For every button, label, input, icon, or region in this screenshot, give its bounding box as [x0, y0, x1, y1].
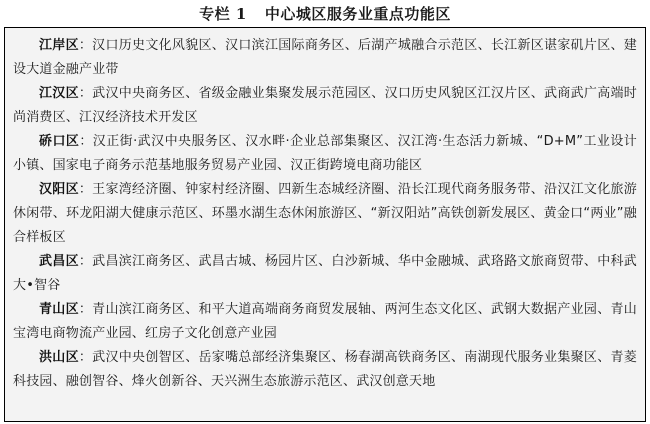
district-name: 武昌区	[39, 254, 79, 269]
separator: ：	[78, 38, 93, 53]
district-entry-jiangan	[13, 34, 637, 82]
separator: ：	[78, 302, 93, 317]
district-content: 武汉中央创智区、岳家嘴总部经济集聚区、杨春湖高铁商务区、南湖现代服务业集聚区、青菱科技园、融创智谷、烽火创新谷、天兴洲生态旅游示范区、武汉创意天地	[13, 350, 637, 389]
district-content: 王家湾经济圈、钟家村经济圈、四新生态城经济圈、沿长江现代商务服务带、沿汉江文化旅游休闲带、环龙阳湖大健康示范区、环墨水湖生态休闲旅游区、“新汉阳站”高铁创新发展区、黄金口“两业”融合样板区	[13, 182, 637, 245]
separator: ：	[78, 86, 93, 101]
district-entry-hongshan	[13, 346, 637, 394]
district-entry-qingshan	[13, 298, 637, 346]
district-name: 江汉区	[39, 86, 79, 101]
district-name: 江岸区	[39, 38, 79, 53]
district-content: 汉口历史文化风貌区、汉口滨江国际商务区、后湖产城融合示范区、长江新区谌家矶片区、建设大道金融产业带	[13, 38, 637, 77]
district-content: 青山滨江商务区、和平大道高端商务商贸发展轴、两河生态文化区、武钢大数据产业园、青山宝湾电商物流产业园、红房子文化创意产业园	[13, 302, 637, 341]
district-name: 青山区	[39, 302, 79, 317]
district-content: 汉正街·武汉中央服务区、汉水畔·企业总部集聚区、汉江湾·生态活力新城、“D+M”工业设计小镇、国家电子商务示范基地服务贸易产业园、汉正街跨境电商功能区	[13, 134, 637, 173]
district-entry-jianghan	[13, 82, 637, 130]
box-title	[0, 3, 650, 24]
box-label: 专栏 1	[199, 5, 247, 23]
district-entry-wuchang	[13, 250, 637, 298]
separator: ：	[79, 134, 93, 149]
district-name: 洪山区	[39, 350, 79, 365]
district-content: 武昌滨江商务区、武昌古城、杨园片区、白沙新城、华中金融城、武珞路文旅商贸带、中科武大•智谷	[13, 254, 637, 293]
district-content: 武汉中央商务区、省级金融业集聚发展示范园区、汉口历史风貌区江汉片区、武商武广高端时尚消费区、江汉经济技术开发区	[13, 86, 637, 125]
district-entry-qiaokou	[13, 130, 637, 178]
separator: ：	[78, 254, 93, 269]
separator: ：	[78, 350, 93, 365]
feature-box	[4, 27, 646, 422]
box-heading: 中心城区服务业重点功能区	[264, 5, 451, 23]
district-entry-hanyang	[13, 178, 637, 250]
separator: ：	[78, 182, 93, 197]
district-name: 硚口区	[39, 134, 80, 149]
district-name: 汉阳区	[39, 182, 79, 197]
